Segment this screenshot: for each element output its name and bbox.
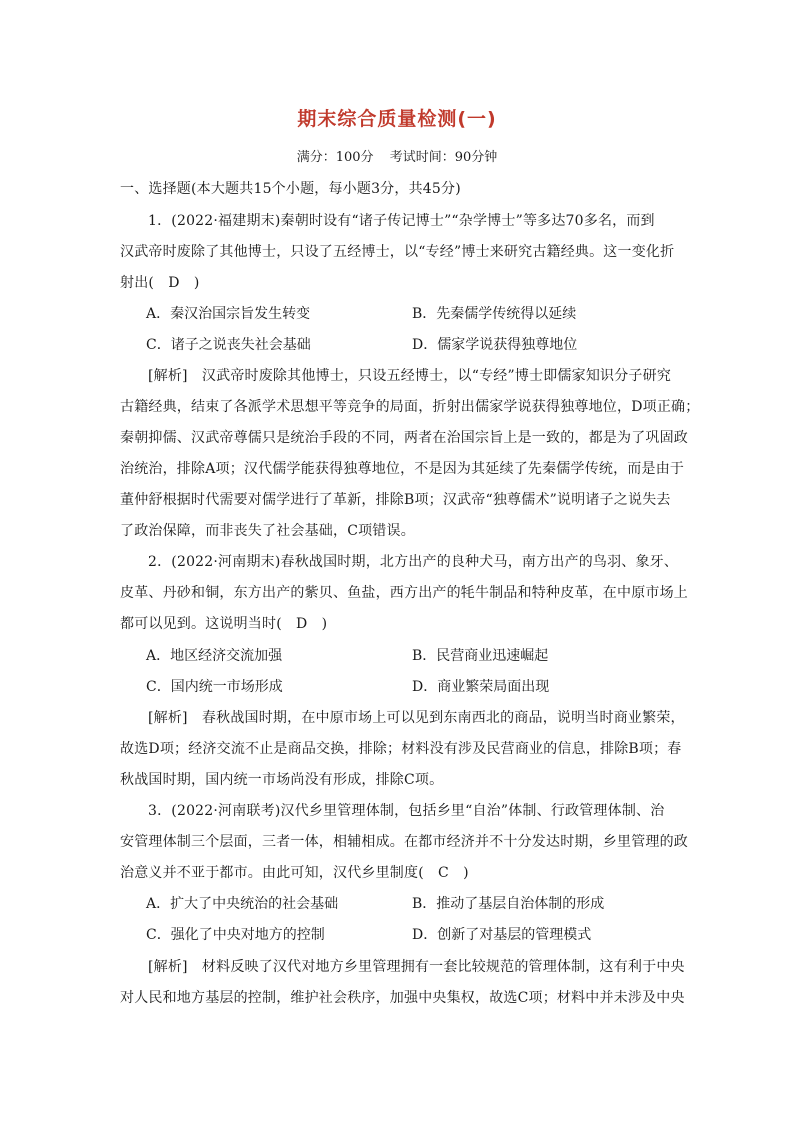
page-title: 期末综合质量检测(一): [297, 108, 497, 130]
question-3-line-1: 3．(2022·河南联考)汉代乡里管理体制，包括乡里“自治”体制、行政管理体制、治: [148, 803, 665, 819]
question-1-option-c: C．诸子之说丧失社会基础: [146, 337, 311, 353]
question-1-option-a: A．秦汉治国宗旨发生转变: [146, 306, 311, 322]
section-heading: 一、选择题(本大题共15个小题，每小题3分，共45分): [120, 181, 461, 197]
question-2-option-c: C．国内统一市场形成: [146, 679, 283, 695]
question-2-option-a: A．地区经济交流加强: [146, 648, 283, 664]
question-3-option-d: D．创新了对基层的管理模式: [412, 927, 592, 943]
question-1-analysis-6: 了政治保障，而非丧失了社会基础，C项错误。: [120, 523, 415, 539]
exam-meta: [0, 146, 794, 165]
question-2-analysis-1: [解析] 春秋战国时期，在中原市场上可以见到东南西北的商品，说明当时商业繁荣，: [148, 710, 685, 726]
question-3-analysis-1: [解析] 材料反映了汉代对地方乡里管理拥有一套比较规范的管理体制，这有利于中央: [148, 959, 685, 975]
question-3-option-c: C．强化了中央对地方的控制: [146, 927, 325, 943]
question-2-analysis-2: 故选D项；经济交流不止是商品交换，排除；材料没有涉及民营商业的信息，排除B项；春: [120, 741, 682, 757]
question-1-option-d: D．儒家学说获得独尊地位: [412, 337, 578, 353]
question-1-line-3: 射出( D ): [120, 275, 200, 291]
question-2-analysis-3: 秋战国时期，国内统一市场尚没有形成，排除C项。: [120, 772, 444, 788]
question-1-analysis-2: 古籍经典，结束了各派学术思想平等竞争的局面，折射出儒家学说获得独尊地位，D项正确；: [120, 399, 700, 415]
question-1-option-b: B．先秦儒学传统得以延续: [412, 306, 577, 322]
exam-time: 考试时间：90分钟: [389, 150, 498, 165]
question-2-line-3: 都可以见到。这说明当时( D ): [120, 616, 328, 632]
question-3-option-b: B．推动了基层自治体制的形成: [412, 896, 605, 912]
question-2-option-d: D．商业繁荣局面出现: [412, 679, 550, 695]
full-score: 满分：100分: [296, 150, 374, 165]
question-1-analysis-5: 董仲舒根据时代需要对儒学进行了革新，排除B项；汉武帝“独尊儒术”说明诸子之说失去: [120, 492, 671, 508]
question-1-line-2: 汉武帝时废除了其他博士，只设了五经博士，以“专经”博士来研究古籍经典。这一变化折: [120, 244, 675, 260]
question-2-option-b: B．民营商业迅速崛起: [412, 648, 549, 664]
question-2-line-2: 皮革、丹砂和铜，东方出产的紫贝、鱼盐，西方出产的牦牛制品和特种皮革，在中原市场上: [120, 585, 688, 601]
question-1-analysis-3: 秦朝抑儒、汉武帝尊儒只是统治手段的不同，两者在治国宗旨上是一致的，都是为了巩固政: [120, 430, 688, 446]
question-3-line-3: 治意义并不亚于都市。由此可知，汉代乡里制度( C ): [120, 865, 469, 881]
question-3-line-2: 安管理体制三个层面，三者一体，相辅相成。在都市经济并不十分发达时期，乡里管理的政: [120, 834, 688, 850]
question-1-analysis-1: [解析] 汉武帝时废除其他博士，只设五经博士，以“专经”博士即儒家知识分子研究: [148, 368, 672, 384]
question-1-line-1: 1．(2022·福建期末)秦朝时设有“诸子传记博士”“杂学博士”等多达70多名，而到: [148, 213, 655, 229]
question-2-line-1: 2．(2022·河南期末)春秋战国时期，北方出产的良种犬马，南方出产的鸟羽、象牙、: [148, 554, 679, 570]
question-3-option-a: A．扩大了中央统治的社会基础: [146, 896, 339, 912]
question-1-analysis-4: 治统治，排除A项；汉代儒学能获得独尊地位，不是因为其延续了先秦儒学传统，而是由于: [120, 461, 685, 477]
question-3-analysis-2: 对人民和地方基层的控制，维护社会秩序，加强中央集权，故选C项；材料中并未涉及中央: [120, 990, 685, 1006]
